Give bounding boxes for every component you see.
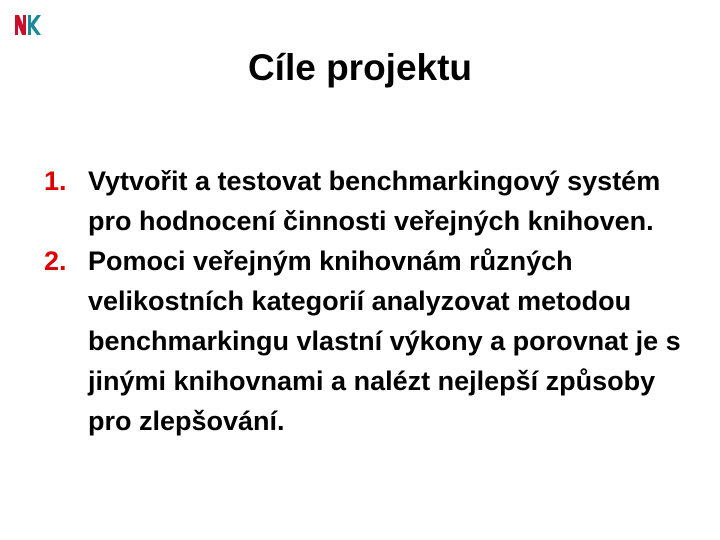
list-item: [44, 241, 684, 441]
list-item-number: 1.: [44, 166, 67, 196]
list-item-text: Vytvořit a testovat benchmarkingový systém pro hodnocení činnosti veřejných knihoven.: [88, 166, 661, 236]
list-item-number: 2.: [44, 246, 67, 276]
nk-library-logo-icon: [13, 13, 43, 37]
slide-title: Cíle projektu: [247, 47, 473, 88]
goals-list: [44, 161, 684, 441]
list-item-text: Pomoci veřejným knihovnám různých velikostních kategorií analyzovat metodou benchmarkingu vlastní výkony a porovnat je s jinými knihovnami a nalézt nejlepší způsoby pro zlepšování.: [88, 246, 681, 436]
list-item: [44, 161, 684, 241]
